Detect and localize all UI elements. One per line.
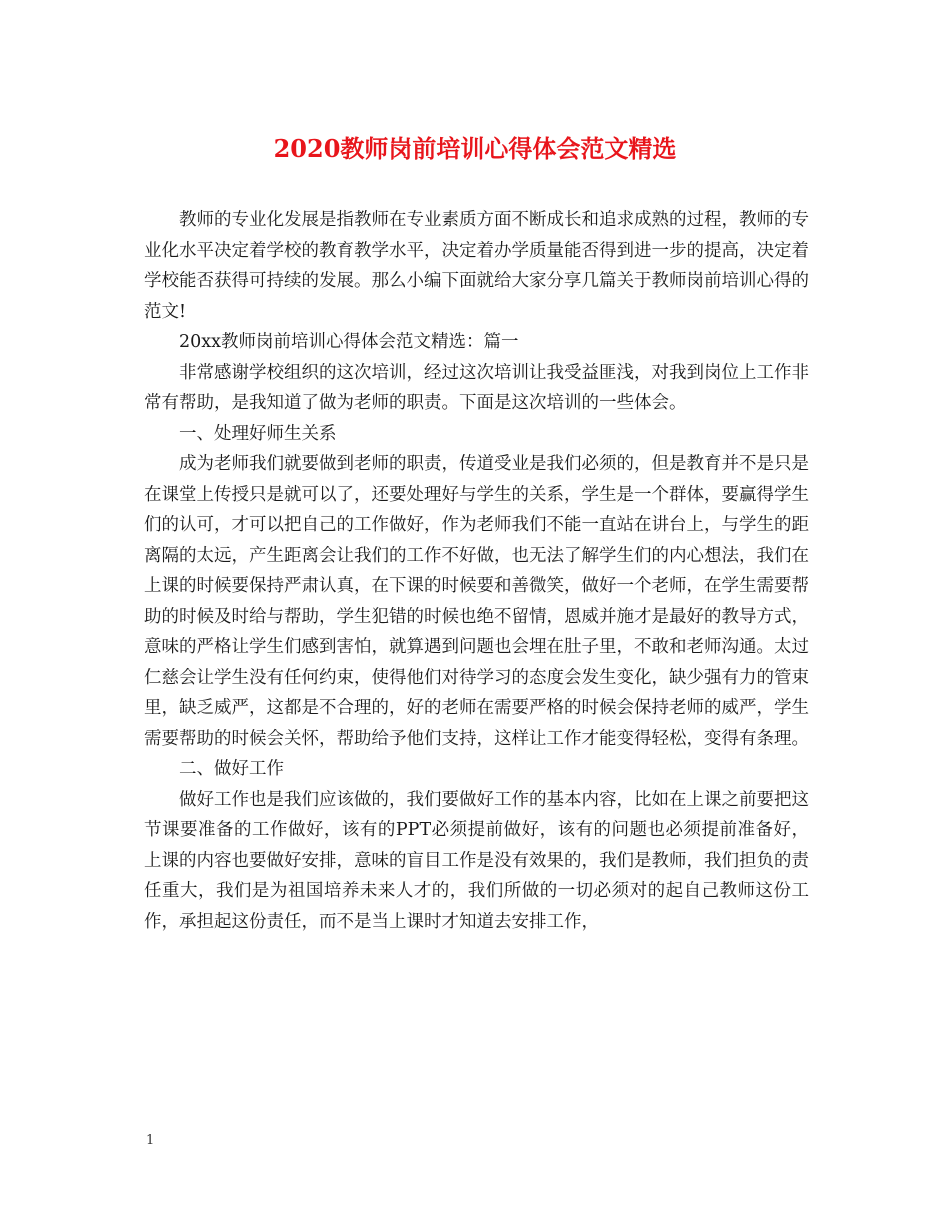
document-body — [144, 205, 809, 937]
page-number: 1 — [146, 1133, 155, 1148]
subheading-teacher-student-relations: 一、处理好师生关系 — [179, 423, 337, 444]
page-title: 2020教师岗前培训心得体会范文精选 — [273, 134, 677, 163]
body-paragraph: 做好工作也是我们应该做的，我们要做好工作的基本内容，比如在上课之前要把这节课要准备的工作做好，该有的PPT必须提前做好，该有的问题也必须提前准备好，上课的内容也要做好安排，意味的盲目工作是没有效果的，我们是教师，我们担负的责任重大，我们是为祖国培养未来人才的，我们所做的一切必须对的起自己教师这份工作，承担起这份责任，而不是当上课时才知道去安排工作， — [144, 789, 809, 932]
section-heading-part-one: 20xx教师岗前培训心得体会范文精选：篇一 — [179, 332, 519, 352]
intro-paragraph: 教师的专业化发展是指教师在专业素质方面不断成长和追求成熟的过程，教师的专业化水平决定着学校的教育教学水平，决定着办学质量能否得到进一步的提高，决定着学校能否获得可持续的发展。那么小编下面就给大家分享几篇关于教师岗前培训心得的范文! — [144, 210, 809, 322]
subheading-do-work-well: 二、做好工作 — [179, 759, 284, 779]
body-paragraph: 非常感谢学校组织的这次培训，经过这次培训让我受益匪浅，对我到岗位上工作非常有帮助，是我知道了做为老师的职责。下面是这次培训的一些体会。 — [144, 362, 809, 413]
body-paragraph: 成为老师我们就要做到老师的职责，传道受业是我们必须的，但是教育并不是只是在课堂上传授只是就可以了，还要处理好与学生的关系，学生是一个群体，要赢得学生们的认可，才可以把自己的工作做好，作为老师我们不能一直站在讲台上，与学生的距离隔的太远，产生距离会让我们的工作不好做，也无法了解学生们的内心想法，我们在上课的时候要保持严肃认真，在下课的时候要和善微笑，做好一个老师，在学生需要帮助的时候及时给与帮助，学生犯错的时候也绝不留情，恩威并施才是最好的教导方式，意味的严格让学生们感到害怕，就算遇到问题也会埋在肚子里，不敢和老师沟通。太过仁慈会让学生没有任何约束，使得他们对待学习的态度会发生变化，缺少强有力的管束里，缺乏威严，这都是不合理的，好的老师在需要严格的时候会保持老师的威严，学生需要帮助的时候会关怀，帮助给予他们支持，这样让工作才能变得轻松，变得有条理。 — [144, 454, 809, 749]
